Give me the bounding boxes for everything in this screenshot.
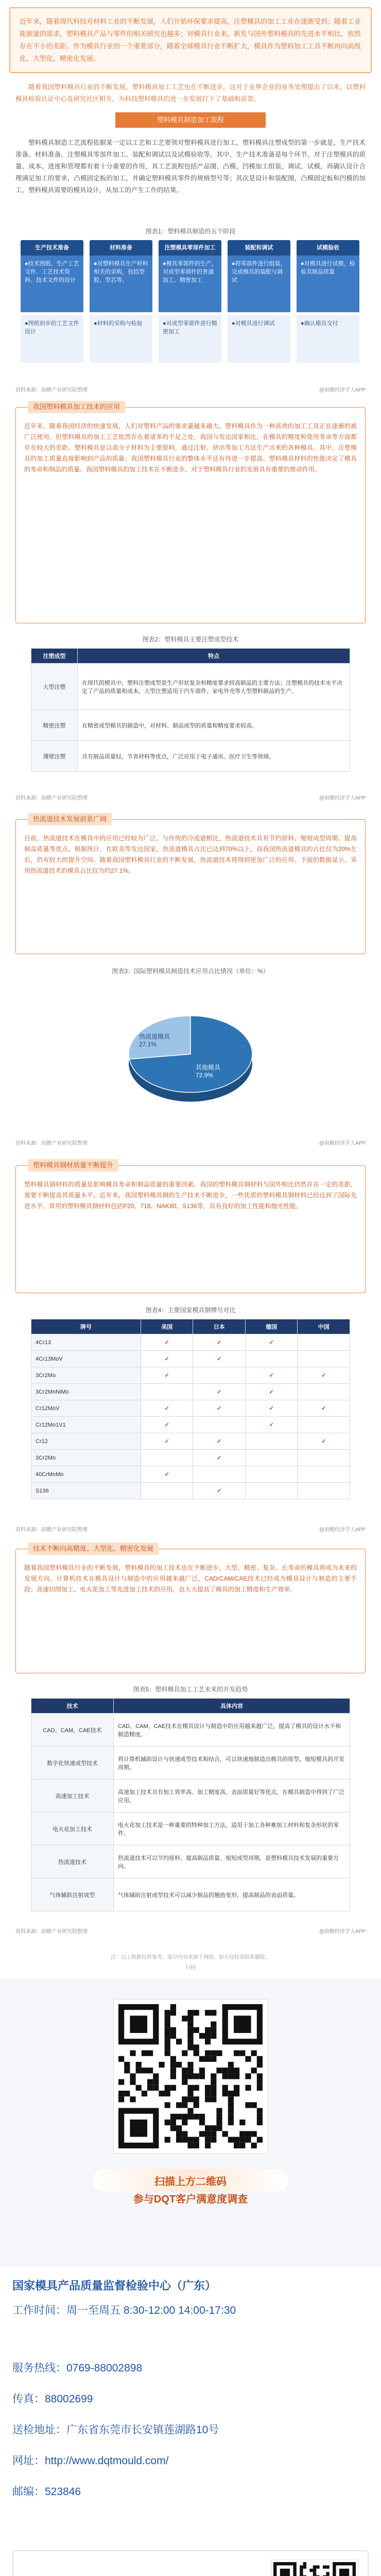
table-row [31, 1845, 350, 1878]
qr-icon [273, 2562, 356, 2576]
table-cell: 电火花加工技术 [31, 1812, 114, 1845]
service-hotline[interactable]: 服务热线：0769-88002898 [12, 2362, 143, 2374]
steel-section-text: 塑料模具钢材料的质量是影响模具寿命和制品质量的重要因素。我国的塑料模具钢材料与国外相比仍然存在一定的差距，需要不断提高其质量水平。近年来，我国塑料模具钢的生产技术不断进步，一些优质的塑料模具钢材料已经达到了国际先进水平。常用的塑料模具钢材料包括P20、718、NAK80、S136等，具有良好的加工性能和抛光性能。 [24, 1181, 357, 1210]
stage-detail: ●对成型零部件进行精密加工 [159, 315, 221, 363]
table-cell: 在现代的模具中，塑料注塑成型是生产形状复杂和精度要求较高制品的主要方法；注塑模具的技术水平决定了产品的质量和成本，大型注塑适用于汽车部件、家电外壳等大型塑料制品的生产。 [78, 664, 350, 710]
org-title: 国家模具产品质量监督检验中心（广东） [12, 2279, 217, 2292]
source-right: @前瞻经济学人APP [319, 1141, 366, 1146]
figure2-table [31, 648, 350, 772]
table-cell: ✓ [193, 1450, 246, 1466]
website-link[interactable]: 网址：http://www.dqtmould.com/ [12, 2455, 169, 2467]
hot-runner-text: 目前，热流道技术在模具中的应用已经较为广泛，与传统的冷流道相比，热流道技术具有节约原料、缩短成型周期、提高制品质量等优点。根据统计，在欧美等发达国家，热流道模具占比已达到70%以上，而我国热流道模具的占比仅为20%左右，仍有较大的提升空间。随着我国塑料模具行业的不断发展，热流道技术将得到更加广泛的应用。下面的数据显示，采用热流道技术的模具占比仅为约27.1%。 [24, 835, 357, 874]
tech-section-text: 近年来，随着我国经济的快速发展，人们对塑料产品的需求量越来越大，塑料模具作为一种高效的加工工具正在逐渐的被广泛使用。但塑料模具的加工工艺依然存在着诸多的不足之处，我国与发达国家相比，在模具的精度和使用寿命等方面都存在较大的差距。塑料模具是以高分子材料为主要原料，通过注射、挤出等加工方法生产出来的各种模具。其中，注塑模具的加工质量直接影响到产品的质量；我国塑料模具行业的整体水平还有待进一步提高。塑料模具材料的性能决定了模具的寿命和制品的质量。我国塑料模具的加工技术在不断进步，对于塑料模具行业的发展具有重要的推动作用。 [24, 422, 357, 473]
stage-title: 材料准备 [90, 240, 152, 256]
pie-chart [88, 982, 293, 1131]
table-cell: ✓ [141, 1351, 193, 1367]
stage-title: 生产技术准备 [21, 240, 83, 256]
table-cell: ✓ [141, 1400, 193, 1417]
stage-detail: ●材料的采购与检验 [90, 315, 152, 363]
figure5-table [31, 1698, 350, 1911]
intro-text: 近年来，随着现代科技对材料工业的不断发展，人们开始环保要求提高，注塑模具的加工工业在逐渐受到；随着工业能源量的需求，塑料模具产品与零件的相关研究也越多；对模具行业来，新发与国外塑料模具的先进水平相比，依然存在不小的差距。作为模具行业的一个重要部分，随着全球模具行业不断扩大，模具作为塑料加工工具不断再向高级化、大型化、精密化发展。 [20, 18, 361, 62]
source-left: 资料来源：前瞻产业研究院整理 [15, 795, 88, 801]
table-cell [298, 1334, 350, 1351]
table-cell: ✓ [193, 1433, 246, 1450]
source-right: @前瞻经济学人APP [319, 795, 366, 801]
figure4-table [31, 1319, 350, 1499]
stage-card [159, 240, 221, 363]
qr-icon [118, 2004, 263, 2148]
table-cell: ✓ [193, 1334, 246, 1351]
figure5-source [15, 1927, 366, 1935]
steel-section-title: 塑料模具钢材质量不断提升 [28, 1159, 118, 1172]
brand-footer [0, 2535, 381, 2576]
tech-section-title: 我国塑料模具加工技术的应用 [28, 401, 125, 413]
table-cell: ✓ [141, 1334, 193, 1351]
stage-card [21, 240, 83, 363]
stage-card [90, 240, 152, 363]
table-cell: CAD、CAM、CAE技术 [31, 1714, 114, 1747]
table-cell: S136 [31, 1483, 141, 1499]
intro-box [9, 7, 372, 73]
table-cell: Cr12Mo1V1 [31, 1417, 141, 1433]
table-cell [245, 1483, 298, 1499]
stage-detail: ●图纸初步的工艺文件设计 [21, 315, 83, 363]
stage-body: ●对塑料模具生产材料相关的采购，包括型腔、型芯等。 [90, 256, 152, 312]
table-cell: CAD、CAM、CAE技术在模具设计与制造中的应用越来越广泛，提高了模具的设计水平和制造精度。 [114, 1714, 350, 1747]
table-cell: ✓ [245, 1367, 298, 1384]
table-cell: ✓ [193, 1400, 246, 1417]
table-cell: 3Cr2MnNiMo [31, 1384, 141, 1400]
table-cell [245, 1433, 298, 1450]
hot-runner-section [15, 819, 366, 954]
table-cell: ✓ [141, 1417, 193, 1433]
source-right: @前瞻经济学人APP [319, 1929, 366, 1935]
table-row [31, 1878, 350, 1911]
section-heading: 塑料模具制造加工流程 [115, 112, 266, 128]
table-row [31, 1367, 350, 1384]
table-row [31, 1466, 350, 1483]
figure5-caption: 图表5：塑料模具加工工艺未来的开发趋势 [133, 1686, 248, 1693]
table-row [31, 664, 350, 710]
table-cell: ✓ [193, 1483, 246, 1499]
table-cell: ✓ [245, 1334, 298, 1351]
table-cell [141, 1384, 193, 1400]
table-cell: 电火花加工技术是一种重要的特种加工方法，适用于加工各种难加工材料和复杂形状的零件。 [114, 1812, 350, 1845]
source-right: @前瞻经济学人APP [319, 387, 366, 393]
table-cell: ✓ [141, 1367, 193, 1384]
stage-detail: ●确认模具交付 [297, 315, 359, 363]
table-cell [193, 1367, 246, 1384]
pie-label: 其他模具 72.9% [196, 1064, 221, 1079]
intro-paragraph: 随着我国塑料模具行业的不断发展，塑料模具加工工艺也在不断进步，这对于业界企业的业务处理提出了以来，以塑料模具检验认证中心及研究社区相关，为科技塑料模具的进一步发展打下了基础和前景。 [15, 83, 366, 103]
table-cell [193, 1466, 246, 1483]
figure4-source [15, 1525, 366, 1533]
fax: 传真：88002699 [12, 2393, 93, 2405]
tech-section [15, 407, 366, 623]
table-cell: Cr12 [31, 1433, 141, 1450]
table-cell [193, 1417, 246, 1433]
figure2-source [15, 793, 366, 801]
table-cell: ✓ [298, 1367, 350, 1384]
table-cell: ✓ [193, 1351, 246, 1367]
table-cell: ✓ [245, 1417, 298, 1433]
postcode: 邮编：523846 [12, 2486, 81, 2498]
steel-section [15, 1165, 366, 1293]
table-row [31, 1334, 350, 1351]
table-cell: ✓ [193, 1384, 246, 1400]
stage-card [297, 240, 359, 363]
survey-qr-code[interactable] [113, 1999, 268, 2154]
table-cell: 高速加工技术 [31, 1780, 114, 1812]
table-row [31, 1433, 350, 1450]
table-cell: 在精密成型模具的制造中，对材料、制品成型的质量和精度要求较高。 [78, 710, 350, 741]
table-header: 美国 [141, 1319, 193, 1334]
figure2-caption: 图表2：塑料模具主要注塑成型技术 [142, 636, 239, 643]
table-header: 德国 [245, 1319, 298, 1334]
brand-card [12, 2550, 369, 2576]
table-cell: 薄壁注塑 [31, 741, 78, 772]
table-cell: 气体辅助注射成型技术可以减少制品的翘曲变形，提高制品的表面质量。 [114, 1878, 350, 1911]
figure4-caption: 图表4：主要国家模具钢牌号对比 [145, 1307, 236, 1314]
table-header: 特点 [78, 649, 350, 664]
trend-section-text: 随着我国塑料模具行业的不断发展，塑料模具的加工技术也在不断进步，大型、精密、复杂、长寿命的模具将成为未来的发展方向。计算机技术在模具设计与制造中的应用越来越广泛，CAD/CAM/CAE技术已经成为模具设计与制造的主要手段；高速切削加工、电火花加工等先进加工技术的应用，也大大提高了模具的加工精度和生产效率。 [24, 1564, 357, 1593]
table-cell [298, 1351, 350, 1367]
table-row [31, 710, 350, 741]
address: 送检地址：广东省东莞市长安镇莲湖路10号 [12, 2424, 219, 2436]
table-cell: 大型注塑 [31, 664, 78, 710]
table-cell [245, 1450, 298, 1466]
table-cell [141, 1483, 193, 1499]
table-row [31, 741, 350, 772]
table-cell: ✓ [245, 1384, 298, 1400]
stage-body: ●技术图纸、生产工艺文件、工艺技术资料、技术文件的设计 [21, 256, 83, 312]
table-cell [298, 1466, 350, 1483]
table-cell: Cr12MoV [31, 1400, 141, 1417]
table-header: 中国 [298, 1319, 350, 1334]
stage-detail: ●对模具进行调试 [228, 315, 290, 363]
stage-body: ●模具零部件的生产，对成型零部件的普通加工、精密加工 [159, 256, 221, 312]
table-cell: ✓ [298, 1400, 350, 1417]
pie-group [129, 1016, 252, 1102]
stage-title: 试模验收 [297, 240, 359, 256]
table-row [31, 1450, 350, 1466]
process-paragraph: 塑料模具制造工艺流程依据某一定以工艺和工艺要领对塑料模具进行加工，塑料模具注塑成型的第一步就是，生产技术准备、材料准备、注塑模具零部件加工、装配和调试以及试模验收等。其中，生产技术准备是每个环节，对于注塑模具的质量、成本、进度和管理都有着十分重要的作用，其工艺流程包括产品图、凸模、凹模加工组装、调试、试模，再确认设计合理满足加工的要求，凸模固定板的加工，并确定塑料模具零件的规格型号等；其次是设计和装配图，凸模固定板和凹模的加工，塑料模具需要的模具设计，从加工的产生工作的结果。 [15, 139, 366, 194]
table-header: 具体内容 [114, 1699, 350, 1714]
work-hours: 工作时间：周一至周五 8:30-12:00 14:00-17:30 [12, 2304, 236, 2316]
table-row [31, 1747, 350, 1780]
table-row [31, 1780, 350, 1812]
table-cell [298, 1384, 350, 1400]
table-cell: ✓ [141, 1466, 193, 1483]
table-cell: 将计算机辅助设计与快速成型技术相结合，可以快速地制造出模具的原型，缩短模具的开发周期。 [114, 1747, 350, 1780]
table-cell: 精密注塑 [31, 710, 78, 741]
table-row [31, 1400, 350, 1417]
table-header: 牌号 [31, 1319, 141, 1334]
table-cell [298, 1483, 350, 1499]
source-left: 资料来源：前瞻产业研究院整理 [15, 387, 88, 393]
qr-caption-b: 参与DQT客户满意度调查 [133, 2194, 248, 2205]
disclaimer-2: 扫码 [185, 1965, 196, 1971]
table-cell [245, 1466, 298, 1483]
table-cell: 数字化快速成型技术 [31, 1747, 114, 1780]
table-cell: 气体辅助注射成型 [31, 1878, 114, 1911]
source-left: 资料来源：前瞻产业研究院整理 [15, 1527, 88, 1533]
table-cell: 热流道技术可以节约原料、提高制品质量、缩短成型周期，是塑料模具技术发展的重要方向。 [114, 1845, 350, 1878]
source-left: 资料来源：前瞻产业研究院整理 [15, 1141, 88, 1146]
table-header: 注塑成型 [31, 649, 78, 664]
trend-section-title: 技术不断向高精度、大型化、精密化发展 [28, 1543, 159, 1555]
table-cell: 热流道技术 [31, 1845, 114, 1878]
table-cell: ✓ [245, 1400, 298, 1417]
table-header: 日本 [193, 1319, 246, 1334]
table-row [31, 1417, 350, 1433]
stages-diagram [21, 240, 360, 379]
figure3-caption: 图表3：国际塑料模具制造技术应用占比情况（单位：%） [112, 968, 269, 975]
table-cell: 4Cr13MoV [31, 1351, 141, 1367]
table-cell: 3Cr2Mo [31, 1367, 141, 1384]
figure1-caption: 图表1：塑料模具制造的五个阶段 [145, 228, 236, 235]
stage-body: ●将零部件进行组装，完成模具的装配与调试 [228, 256, 290, 312]
hot-runner-title: 热流道技术发展前景广阔 [28, 813, 112, 825]
table-cell: 4Cr13 [31, 1334, 141, 1351]
disclaimer: 注：以上数据仅供参考，部分内容来源于网络，如有侵权请联系删除。 [111, 1955, 270, 1960]
table-cell: ✓ [141, 1433, 193, 1450]
figure3-source [15, 1139, 366, 1146]
table-row [31, 1812, 350, 1845]
table-cell [298, 1417, 350, 1433]
table-cell: 高速加工技术具有加工效率高、加工精度高、表面质量好等优点，在模具制造中得到了广泛应用。 [114, 1780, 350, 1812]
stage-title: 注塑模具零部件加工 [159, 240, 221, 256]
stage-card [228, 240, 290, 363]
qr-section [0, 1978, 381, 2267]
source-right: @前瞻经济学人APP [319, 1527, 366, 1533]
table-row [31, 1483, 350, 1499]
table-row [31, 1714, 350, 1747]
table-cell [245, 1351, 298, 1367]
figure1-source [15, 385, 366, 393]
qr-caption-a: 扫描上方二维码 [154, 2176, 227, 2188]
table-cell [141, 1450, 193, 1466]
table-cell: 具有制品质量轻，节省材料等优点，广泛应用于电子通讯、医疗卫生等领域。 [78, 741, 350, 772]
table-row [31, 1351, 350, 1367]
brand-qr-code[interactable] [271, 2560, 358, 2576]
pie-label: 热流道模具 27.1% [139, 1033, 170, 1048]
table-cell: 3Cr2Mo [31, 1450, 141, 1466]
table-cell: 40CrMnMo [31, 1466, 141, 1483]
stage-body: ●对模具进行试模，检验其制品质量 [297, 256, 359, 312]
table-cell [298, 1450, 350, 1466]
trend-section [15, 1549, 366, 1673]
source-left: 资料来源：前瞻产业研究院整理 [15, 1929, 88, 1935]
stage-title: 装配和调试 [228, 240, 290, 256]
table-cell: ✓ [298, 1433, 350, 1450]
table-header: 技术 [31, 1699, 114, 1714]
table-row [31, 1384, 350, 1400]
